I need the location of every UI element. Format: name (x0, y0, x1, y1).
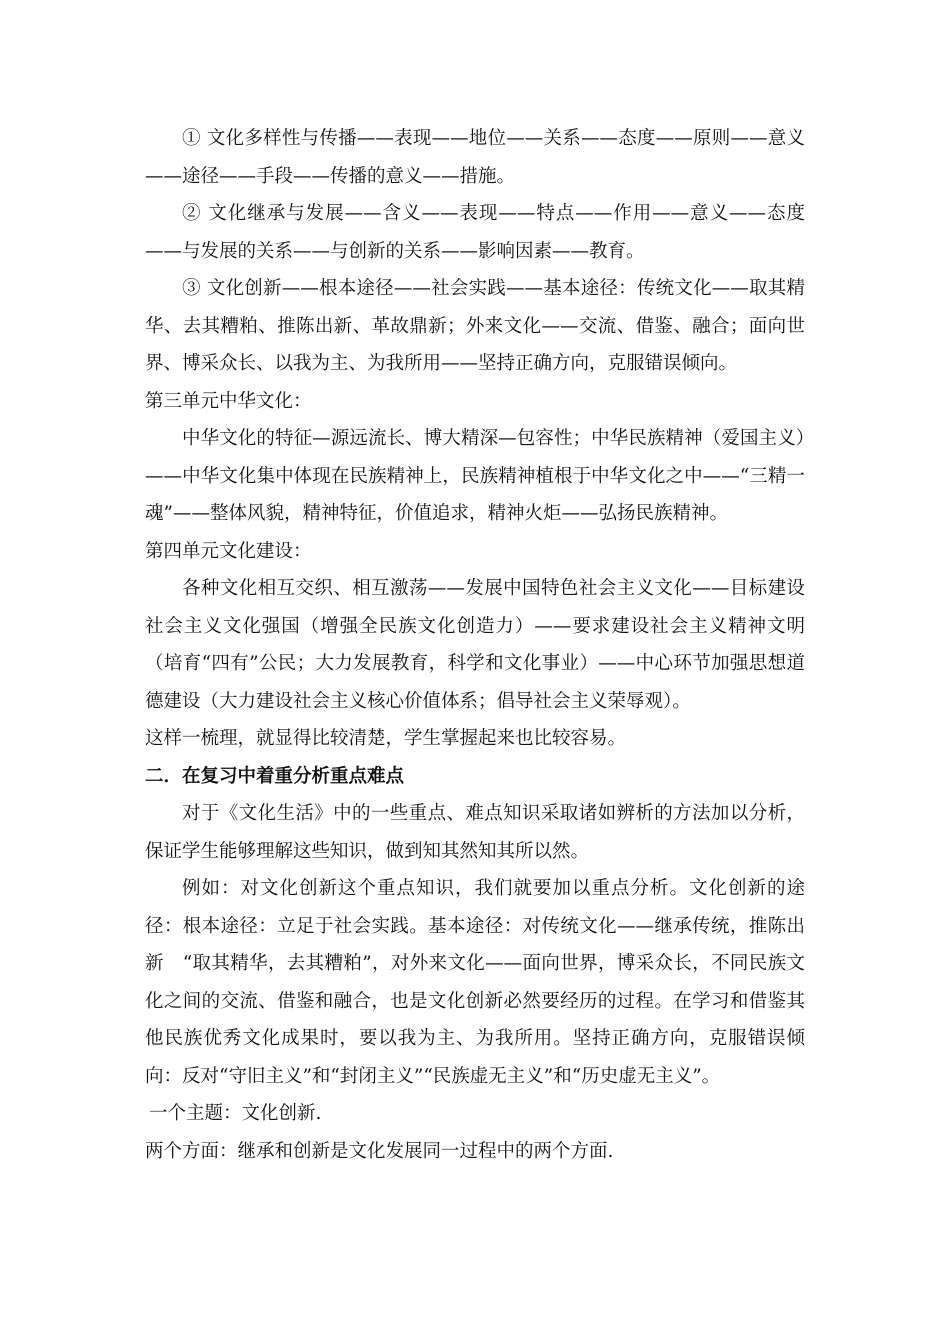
paragraph-cultural-inheritance: ② 文化继承与发展——含义——表现——特点——作用——意义——态度——与发展的关系——与创新的关系——影响因素——教育。 (145, 203, 805, 262)
unit-four-heading: 第四单元文化建设： (145, 540, 312, 562)
paragraph-cultural-innovation: ③ 文化创新——根本途径——社会实践——基本途径：传统文化——取其精华、去其糟粕、推陈出新、革故鼎新；外来文化——交流、借鉴、融合；面向世界、博采众长、以我为主、为我所用——坚持正确方向，克服错误倾向。 (145, 278, 805, 374)
section-two-heading: 二．在复习中着重分析重点难点 (145, 765, 405, 787)
paragraph-cultural-construction: 各种文化相互交织、相互激荡——发展中国特色社会主义文化——目标建设社会主义文化强国（增强全民族文化创造力）——要求建设社会主义精神文明（培育“四有”公民；大力发展教育，科学和文化事业）——中心环节加强思想道德建设（大力建设社会主义核心价值体系；倡导社会主义荣辱观）。 (145, 578, 805, 712)
paragraph-chinese-culture: 中华文化的特征—源远流长、博大精深—包容性；中华民族精神（爱国主义）——中华文化集中体现在民族精神上，民族精神植根于中华文化之中——“三精一魂”——整体风貌，精神特征，价值追求，精神火炬——弘扬民族精神。 (145, 428, 805, 524)
paragraph-one-theme: 一个主题：文化创新. (149, 1103, 322, 1124)
unit-three-heading: 第三单元中华文化： (145, 390, 312, 412)
paragraph-summary: 这样一梳理，就显得比较清楚，学生掌握起来也比较容易。 (145, 728, 627, 749)
paragraph-cultural-diversity: ① 文化多样性与传播——表现——地位——关系——态度——原则——意义——途径——手段——传播的意义——措施。 (145, 128, 805, 187)
paragraph-key-points: 对于《文化生活》中的一些重点、难点知识采取诸如辨析的方法加以分析，保证学生能够理解这些知识，做到知其然知其所以然。 (145, 803, 805, 862)
paragraph-example: 例如：对文化创新这个重点知识，我们就要加以重点分析。文化创新的途径：根本途径：立足于社会实践。基本途径：对传统文化——继承传统，推陈出新 “取其精华，去其糟粕”，对外来文化——面向世界，博采众长，不同民族文化之间的交流、借鉴和融合，也是文化创新必然要经历的过程。在学习和借鉴其他民族优秀文化成果时，要以我为主、为我所用。坚持正确方向，克服错误倾向：反对“守旧主义”和“封闭主义”“民族虚无主义”和“历史虚无主义”。 (145, 878, 805, 1087)
document-page (145, 120, 805, 1170)
paragraph-two-aspects: 两个方面：继承和创新是文化发展同一过程中的两个方面. (145, 1140, 614, 1162)
